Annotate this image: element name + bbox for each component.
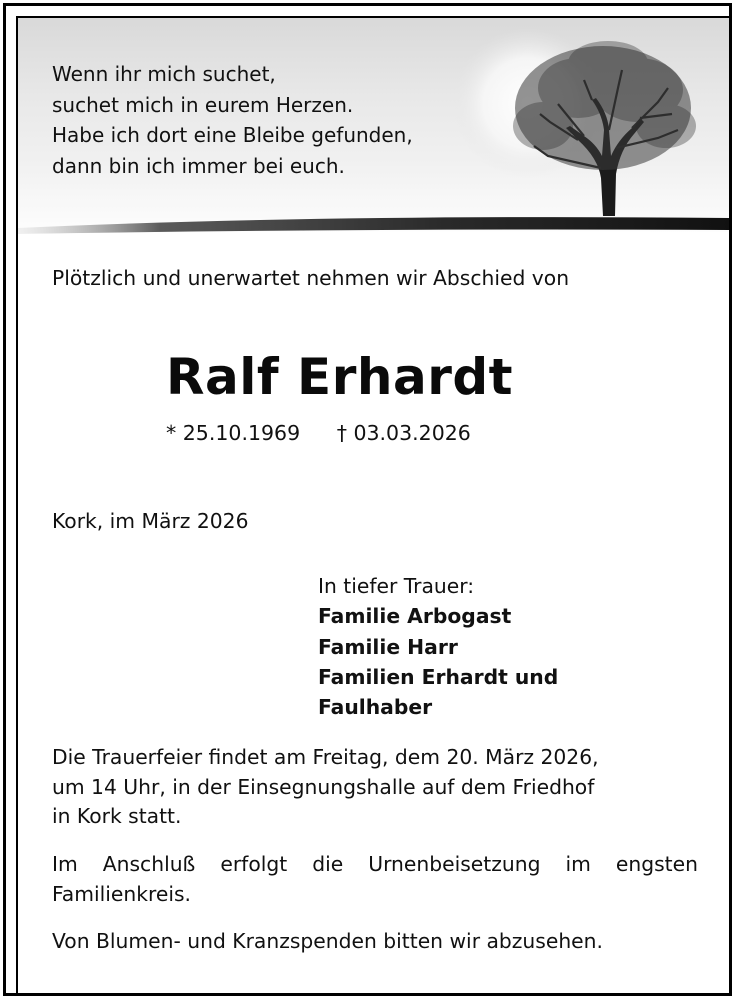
poem-line: Habe ich dort eine Bleibe gefunden, (52, 123, 413, 147)
flowers-paragraph (52, 927, 698, 957)
mourner-family: Familie Arbogast (318, 604, 512, 629)
life-dates (166, 421, 471, 445)
poem-line: dann bin ich immer bei euch. (52, 153, 345, 178)
mourner-family: Familie Harr (318, 634, 458, 659)
mourner-family: Familien Erhardt und (318, 664, 559, 689)
paragraph-line: Von Blumen- und Kranzspenden bitten wir abzusehen. (52, 929, 603, 953)
paragraph-line: in Kork statt. (52, 804, 182, 828)
death-date: † 03.03.2026 (336, 421, 471, 445)
paragraph-line (52, 850, 698, 880)
poem-line: suchet mich in eurem Herzen. (52, 92, 354, 117)
word: erfolgt (220, 852, 288, 876)
mourners-heading: In tiefer Trauer: (318, 574, 475, 598)
word: die (312, 852, 344, 876)
deceased-name: Ralf Erhardt (166, 348, 514, 406)
word: Anschluß (102, 852, 196, 876)
word: Urnenbeisetzung (368, 852, 541, 876)
place-date: Kork, im März 2026 (52, 509, 249, 533)
word: engsten (615, 852, 698, 876)
poem (52, 59, 413, 181)
paragraph-line: Die Trauerfeier findet am Freitag, dem 20. März 2026, (52, 745, 599, 769)
intro-text: Plötzlich und unerwartet nehmen wir Abschied von (52, 266, 570, 290)
tree-icon (513, 41, 696, 216)
poem-line: Wenn ihr mich suchet, (52, 62, 276, 86)
burial-paragraph (52, 850, 698, 909)
word: Im (52, 852, 78, 876)
obituary-notice (16, 16, 731, 995)
header-image (18, 18, 729, 243)
outer-border (3, 3, 732, 996)
paragraph-line: Familienkreis. (52, 881, 191, 906)
word: im (565, 852, 591, 876)
mourners-block (318, 571, 558, 722)
mourner-family: Faulhaber (318, 695, 433, 720)
ceremony-paragraph (52, 743, 698, 832)
birth-date: * 25.10.1969 (166, 421, 301, 445)
paragraph-line: um 14 Uhr, in der Einsegnungshalle auf dem Friedhof (52, 774, 595, 799)
